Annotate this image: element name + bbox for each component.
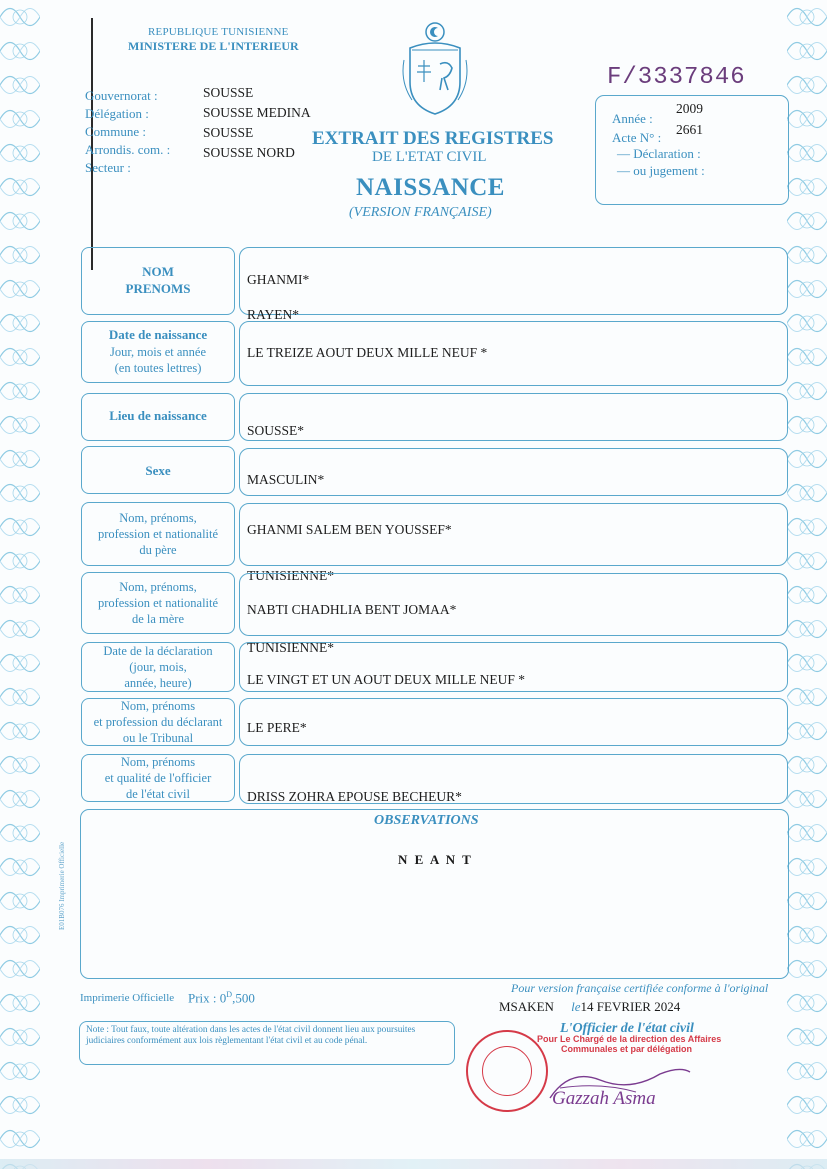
official-stamp-icon	[466, 1030, 548, 1112]
date: 14 FEVRIER 2024	[580, 999, 681, 1014]
acte-value: 2661	[676, 122, 703, 137]
delegate-line-2: Communales et par délégation	[561, 1044, 693, 1054]
gouvernorat-value: SOUSSE	[203, 85, 254, 100]
value-mere-nom: NABTI CHADHLIA BENT JOMAA*	[247, 602, 457, 617]
title-registres: EXTRAIT DES REGISTRES	[312, 128, 554, 149]
value-declarant: LE PERE*	[247, 720, 307, 735]
label-line: PRENOMS	[125, 281, 191, 296]
label-lieu-naissance	[81, 393, 235, 441]
officer-title: L'Officier de l'état civil	[560, 1021, 694, 1036]
price-rest: ,500	[232, 990, 255, 1006]
location-values	[203, 85, 311, 185]
label-date-naissance	[81, 321, 235, 383]
legal-note: Note : Tout faux, toute altération dans les actes de l'état civil donnent lieu aux poursuites judiciaires conformément aux lois règlementant l'état civil et au code pénal.	[79, 1021, 455, 1065]
value-mere-nationalite: TUNISIENNE*	[247, 640, 334, 655]
value-cell-lieu	[239, 393, 788, 441]
stamp-inner-ring	[482, 1046, 532, 1096]
value-officier: DRISS ZOHRA EPOUSE BECHEUR*	[247, 789, 462, 804]
label-line: (jour, mois,	[129, 659, 187, 674]
commune-value: SOUSSE	[203, 125, 254, 140]
label-line: (en toutes lettres)	[114, 361, 202, 376]
label-line: Sexe	[145, 463, 171, 478]
label-line: NOM	[142, 264, 174, 280]
arrondissement-value: SOUSSE NORD	[203, 145, 295, 160]
annee-label: Année :	[612, 111, 653, 126]
label-line: du père	[139, 543, 177, 558]
value-prenoms: RAYEN*	[247, 307, 300, 322]
label-line: ou le Tribunal	[122, 731, 194, 746]
bottom-border	[0, 1159, 827, 1169]
location-label: Arrondis. com. :	[85, 142, 171, 157]
label-line: Nom, prénoms,	[119, 510, 197, 525]
label-line: année, heure)	[124, 676, 192, 691]
label-line: Date de naissance	[108, 327, 208, 343]
label-line: Lieu de naissance	[109, 408, 207, 423]
price-sup: D	[226, 990, 233, 999]
price-value: 0	[219, 990, 227, 1006]
label-pere	[81, 502, 235, 566]
title-naissance: NAISSANCE	[356, 174, 505, 201]
city: MSAKEN	[499, 999, 554, 1014]
price	[188, 990, 255, 1006]
location-label: Délégation :	[85, 106, 149, 121]
title-etat-civil: DE L'ETAT CIVIL	[372, 149, 487, 165]
label-declarant	[81, 698, 235, 746]
value-pere-nom: GHANMI SALEM BEN YOUSSEF*	[247, 522, 452, 537]
label-line: Nom, prénoms	[120, 698, 196, 713]
location-labels	[85, 88, 170, 178]
label-officier	[81, 754, 235, 802]
label-date-declaration	[81, 642, 235, 692]
location-label: Gouvernorat :	[85, 88, 158, 103]
title-version: (VERSION FRANÇAISE)	[349, 205, 492, 220]
value-lieu-naissance: SOUSSE*	[247, 423, 305, 438]
label-line: Nom, prénoms	[120, 754, 196, 769]
place-date	[499, 999, 680, 1015]
observations-box	[80, 809, 789, 979]
delegation-value: SOUSSE MEDINA	[203, 105, 311, 120]
le-label: le	[571, 999, 581, 1014]
label-line: profession et nationalité	[97, 595, 219, 610]
price-label: Prix :	[188, 990, 217, 1006]
delegate-line-1: Pour Le Chargé de la direction des Affaires	[537, 1034, 722, 1044]
label-nom-prenoms	[81, 247, 235, 315]
value-date-declaration: LE VINGT ET UN AOUT DEUX MILLE NEUF *	[247, 672, 525, 687]
annee-value: 2009	[676, 101, 703, 116]
observations-title: OBSERVATIONS	[374, 813, 479, 828]
label-sexe	[81, 446, 235, 494]
ministry-label: MINISTERE DE L'INTERIEUR	[128, 39, 299, 53]
value-pere-nationalite: TUNISIENNE*	[247, 568, 334, 583]
acte-label: Acte N° :	[612, 130, 662, 145]
location-label: Commune :	[85, 124, 147, 139]
label-line: Jour, mois et année	[109, 345, 206, 360]
jugement-label: — ou jugement :	[617, 163, 705, 178]
declaration-label: — Déclaration :	[617, 146, 701, 161]
printer-label: Imprimerie Officielle	[80, 992, 175, 1004]
label-line: Date de la déclaration	[103, 643, 213, 658]
coat-of-arms-icon	[400, 20, 470, 120]
value-nom: GHANMI*	[247, 272, 310, 287]
label-line: de l'état civil	[125, 787, 191, 802]
value-date-naissance: LE TREIZE AOUT DEUX MILLE NEUF *	[247, 345, 488, 360]
label-line: et qualité de l'officier	[104, 770, 212, 785]
label-line: profession et nationalité	[97, 526, 219, 541]
label-line: Nom, prénoms,	[119, 579, 197, 594]
label-mere	[81, 572, 235, 634]
value-sexe: MASCULIN*	[247, 472, 325, 487]
certified-text: Pour version française certifiée conforme à l'original	[511, 981, 769, 995]
right-guilloche-border	[787, 0, 827, 1169]
observations-value: N E A N T	[398, 852, 473, 867]
signature-text: Gazzah Asma	[552, 1088, 656, 1109]
label-line: et profession du déclarant	[93, 714, 223, 729]
republic-label: REPUBLIQUE TUNISIENNE	[148, 26, 289, 38]
location-label: Secteur :	[85, 160, 131, 175]
side-printer-code: E01B076 Imprimerie Officielle	[58, 841, 66, 930]
label-line: de la mère	[131, 612, 185, 627]
value-cell-declarant	[239, 698, 788, 746]
value-cell-nom	[239, 247, 788, 315]
secteur-value	[203, 165, 311, 185]
serial-number: F/3337846	[607, 64, 746, 91]
left-guilloche-border	[0, 0, 40, 1169]
